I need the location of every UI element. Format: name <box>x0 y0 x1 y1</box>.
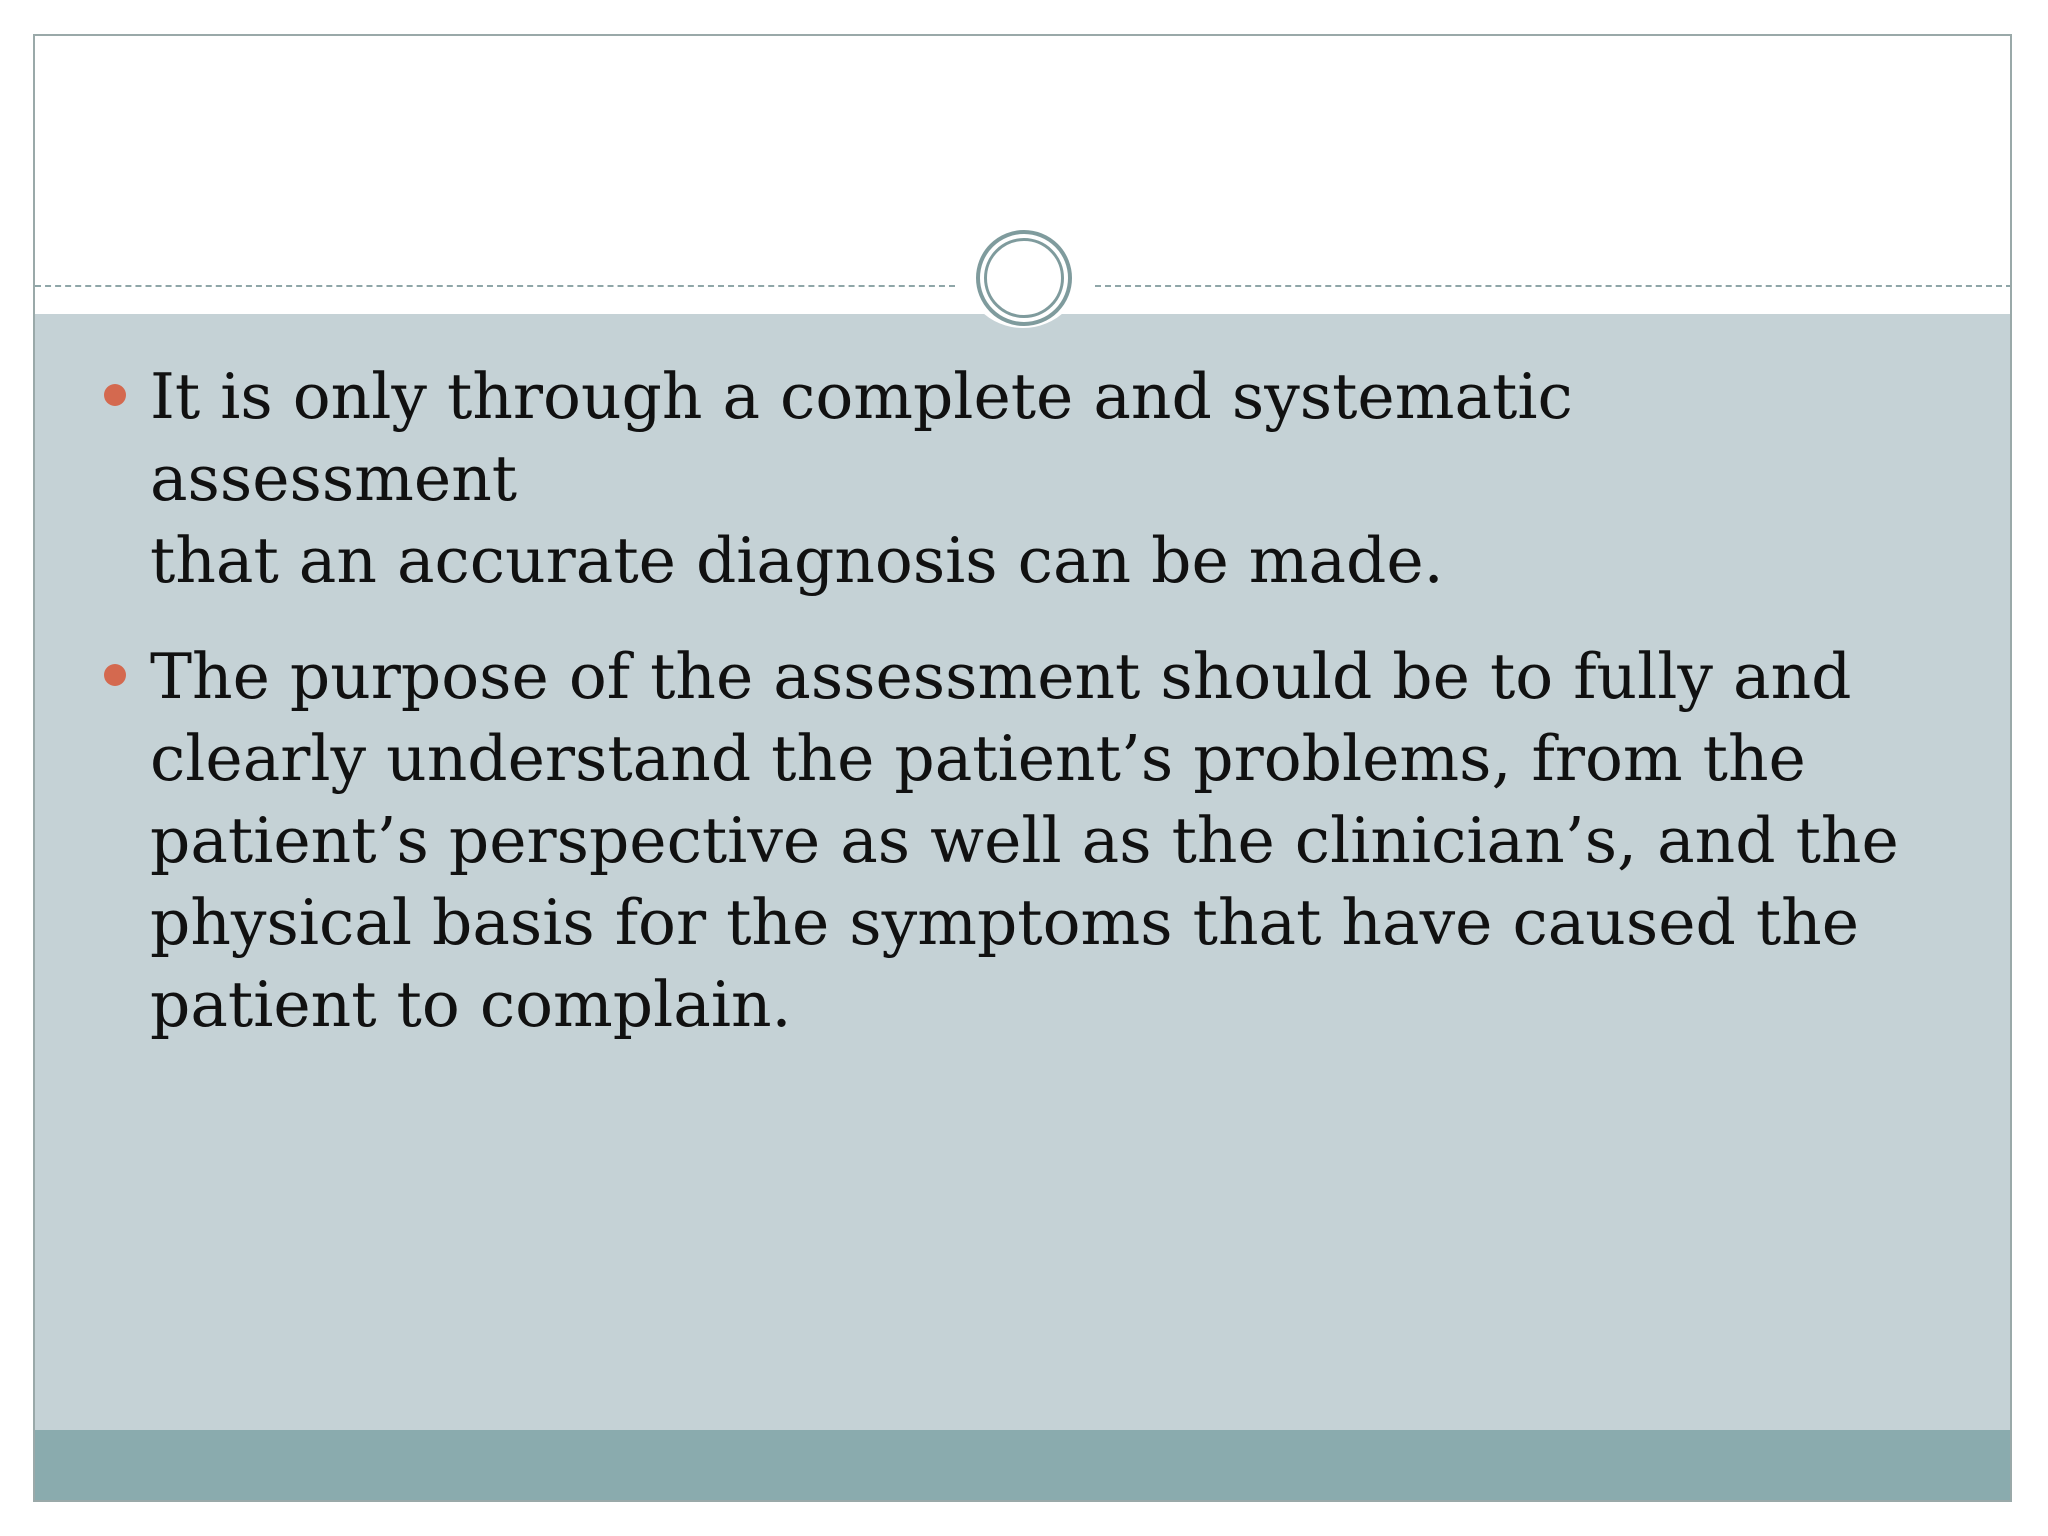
bullet-line: clearly understand the patient’s problems, from the <box>150 722 1806 795</box>
bullet-item <box>150 356 1950 602</box>
bullet-dot-icon <box>104 384 126 406</box>
header-divider-left <box>35 285 955 287</box>
bullet-line: patient to complain. <box>150 968 792 1041</box>
header-divider-right <box>1095 285 2012 287</box>
bullet-line: The purpose of the assessment should be to fully and <box>150 640 1852 713</box>
bullet-line: physical basis for the symptoms that have caused the <box>150 886 1860 959</box>
bullet-item <box>150 636 1950 1046</box>
slide <box>33 34 2012 1502</box>
bullet-line: It is only through a complete and systematic assessment <box>150 360 1573 515</box>
bullet-dot-icon <box>104 664 126 686</box>
footer-band <box>35 1430 2010 1502</box>
bullet-line: that an accurate diagnosis can be made. <box>150 524 1444 597</box>
circle-ornament-inner-icon <box>984 238 1064 318</box>
bullet-line: patient’s perspective as well as the clinician’s, and the <box>150 804 1899 877</box>
